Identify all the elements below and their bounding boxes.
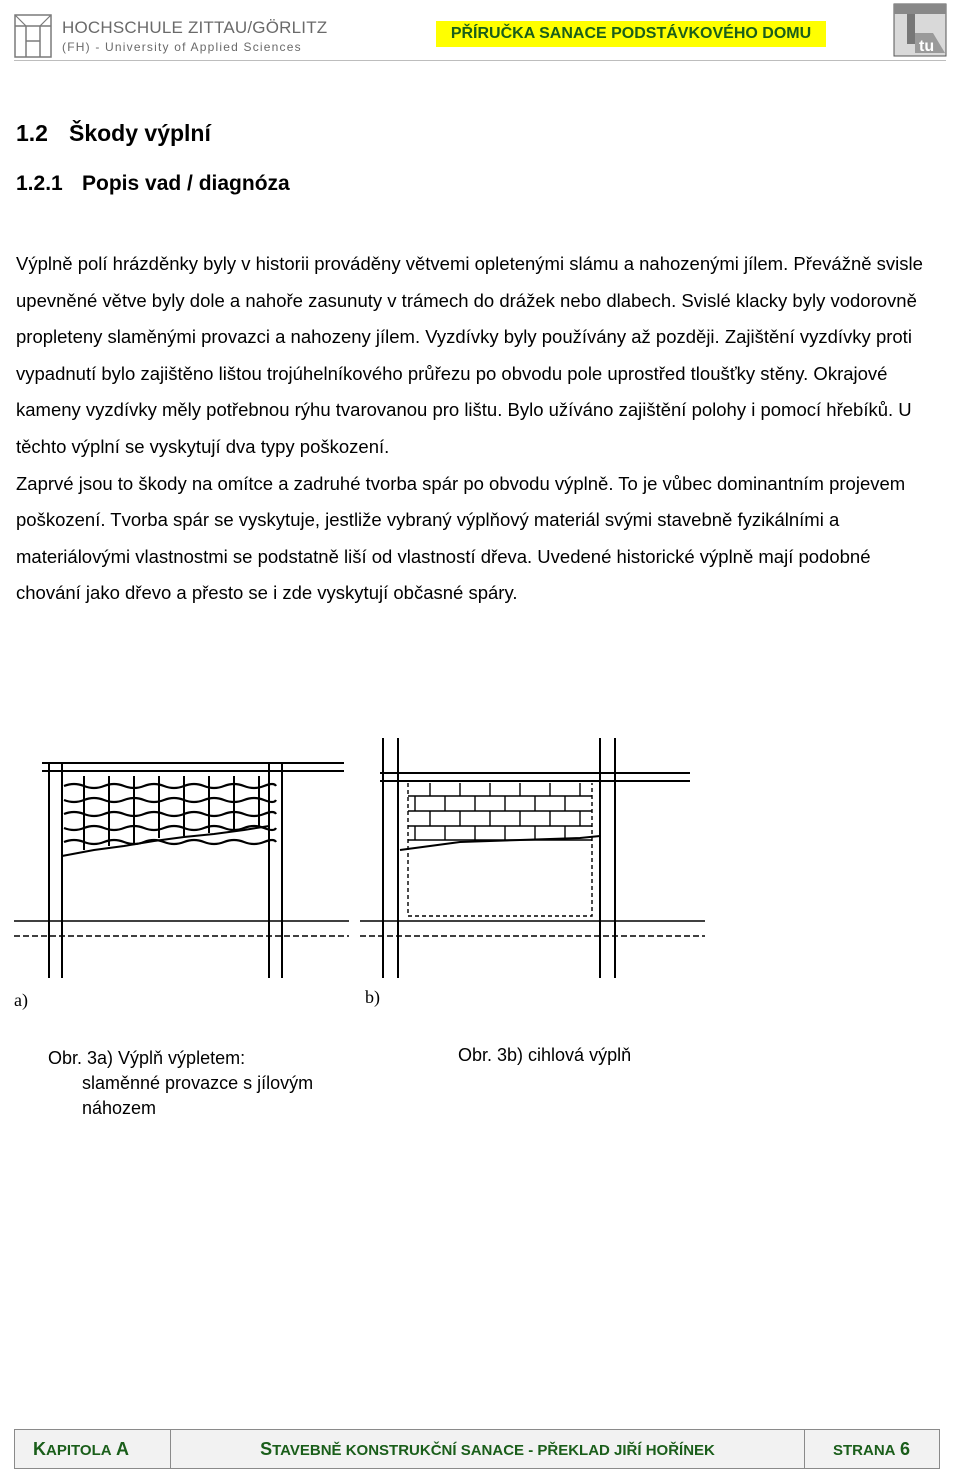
caption-a-line: slaměnné provazce s jílovým	[82, 1073, 314, 1093]
caption-figure-b: Obr. 3b) cihlová výplň	[458, 1045, 632, 1065]
university-logo-icon	[14, 14, 52, 58]
footer-title: STAVEBNĚ KONSTRUKČNÍ SANACE - PŘEKLAD JIŘÍ HOŘÍNEK	[171, 1430, 805, 1468]
footer-chapter: KAPITOLA A	[15, 1430, 171, 1468]
section-number: 1.2	[16, 120, 48, 146]
footer-page: STRANA 6	[833, 1439, 910, 1459]
paragraph: Zaprvé jsou to škody na omítce a zadruhé tvorba spár po obvodu výplně. To je vůbec dominantním projevem poškození. Tvorba spár se vyskytuje, jestliže vybraný výplňový materiál svými stavebně fyzikálními a materiálovými vlastnostmi se podstatně liší od vlastností dřeva. Uvedené historické výplně mají podobné chování jako dřevo a přesto se i zde vyskytují občasné spáry.	[16, 472, 906, 604]
figure-b-label: b)	[365, 987, 380, 1007]
figure-a-label: a)	[14, 990, 28, 1010]
subsection-number: 1.2.1	[16, 172, 63, 195]
university-subtitle: (FH) - University of Applied Sciences	[62, 40, 302, 54]
page-number: 6	[899, 1439, 910, 1459]
university-name: HOCHSCHULE ZITTAU/GÖRLITZ	[62, 18, 328, 37]
subsection-heading	[16, 172, 290, 196]
figure-wattle-infill	[14, 738, 349, 1013]
body-text	[16, 246, 936, 612]
subsection-title: Popis vad / diagnóza	[82, 172, 290, 195]
document-title: PŘÍRUČKA SANACE PODSTÁVKOVÉHO DOMU	[436, 21, 826, 47]
svg-text:tu: tu	[919, 38, 935, 55]
page-header	[0, 0, 960, 62]
caption-figure-a	[48, 1046, 313, 1121]
section-heading	[16, 120, 211, 147]
page-footer	[14, 1429, 940, 1469]
caption-a-line: náhozem	[82, 1098, 157, 1118]
header-divider	[14, 60, 946, 61]
paragraph: Výplně polí hrázděnky byly v historii prováděny větvemi opletenými slámu a nahozenými jílem. Převážně svisle upevněné větve byly dole a nahoře zasunuty v trámech do drážek nebo dlabech. Svislé klacky byly vodorovně propleteny slaměnými provazci a nahozeny jílem. Vyzdívky byly používány až později. Zajištění vyzdívky proti vypadnutí bylo zajištěno lištou trojúhelníkového průřezu po obvodu pole uprostřed tloušťky stěny. Okrajové kameny vyzdívky měly potřebnou rýhu tvarovanou pro lištu. Bylo užíváno zajištění polohy i pomocí hřebíků. U těchto výplní se vyskytují dva typy poškození.	[16, 253, 923, 457]
figure-brick-infill	[360, 738, 705, 1013]
caption-a-line: Obr. 3a) Výplň výpletem:	[48, 1048, 246, 1068]
faculty-logo-icon	[893, 3, 947, 57]
section-title: Škody výplní	[69, 120, 211, 146]
